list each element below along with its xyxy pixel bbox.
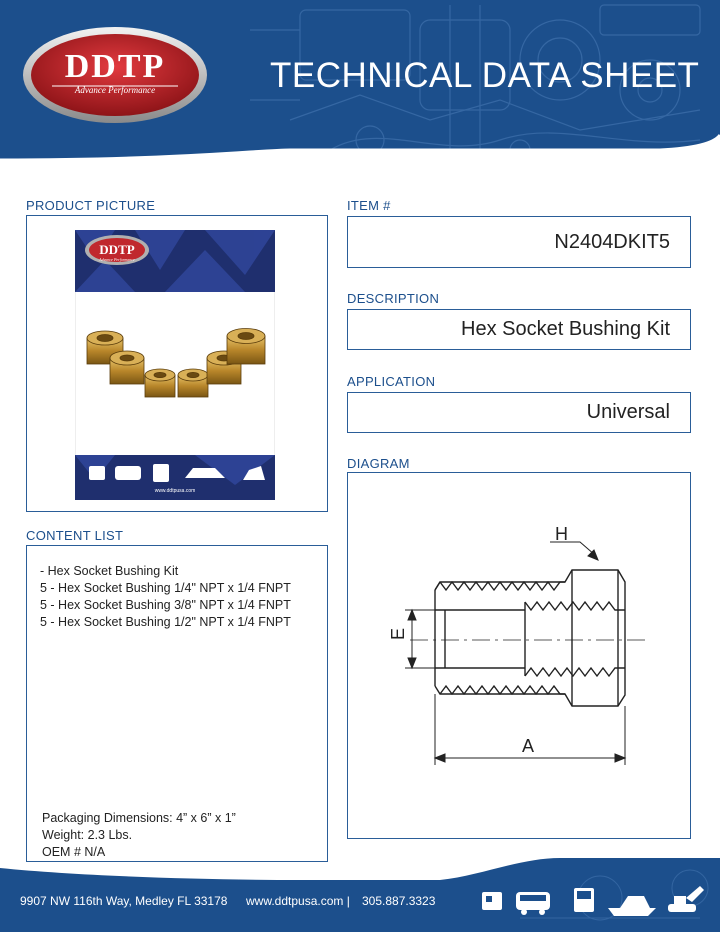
item-number-label: ITEM # bbox=[347, 198, 391, 213]
description-box bbox=[347, 309, 691, 350]
application-box bbox=[347, 392, 691, 433]
page-title: TECHNICAL DATA SHEET bbox=[270, 56, 700, 95]
footer-address: 9907 NW 116th Way, Medley FL 33178 bbox=[20, 894, 228, 908]
content-list-item: 5 - Hex Socket Bushing 1/4" NPT x 1/4 FNPT bbox=[40, 581, 291, 595]
application-label: APPLICATION bbox=[347, 374, 436, 389]
diagram-label-h: H bbox=[555, 524, 568, 544]
oem-number: OEM # N/A bbox=[42, 845, 106, 859]
diagram-label-e: E bbox=[388, 627, 408, 640]
item-number-value: N2404DKIT5 bbox=[554, 230, 670, 253]
footer-phone: 305.887.3323 bbox=[362, 894, 436, 908]
bus-icon bbox=[516, 892, 550, 915]
boat-icon bbox=[608, 896, 656, 916]
footer-banner bbox=[0, 858, 720, 932]
vehicle-icons bbox=[478, 880, 708, 924]
content-list-item: 5 - Hex Socket Bushing 3/8" NPT x 1/4 FNPT bbox=[40, 598, 291, 612]
content-list-label: CONTENT LIST bbox=[26, 528, 124, 543]
logo-tagline: Advance Performance bbox=[74, 85, 156, 95]
content-list bbox=[40, 563, 291, 631]
diagram-label-a: A bbox=[522, 736, 535, 756]
packaging-info bbox=[42, 810, 236, 861]
content-list-item: 5 - Hex Socket Bushing 1/2" NPT x 1/4 FNPT bbox=[40, 615, 291, 629]
product-picture-label: PRODUCT PICTURE bbox=[26, 198, 156, 213]
footer-website[interactable]: www.ddtpusa.com | bbox=[246, 894, 350, 908]
item-number-box bbox=[347, 216, 691, 268]
bag-logo-text: DDTP bbox=[99, 242, 135, 257]
description-value: Hex Socket Bushing Kit bbox=[461, 318, 670, 340]
excavator-icon bbox=[668, 886, 704, 912]
packaging-weight: Weight: 2.3 Lbs. bbox=[42, 828, 133, 842]
bag-url: www.ddtpusa.com bbox=[154, 488, 196, 494]
description-label: DESCRIPTION bbox=[347, 291, 440, 306]
packaging-dimensions: Packaging Dimensions: 4” x 6” x 1” bbox=[42, 811, 236, 825]
content-list-item: - Hex Socket Bushing Kit bbox=[40, 564, 179, 578]
diagram-label: DIAGRAM bbox=[347, 456, 410, 471]
header-banner bbox=[0, 0, 720, 190]
generator-icon bbox=[482, 892, 502, 910]
product-bag-image bbox=[75, 230, 275, 500]
bushing-diagram bbox=[350, 480, 690, 835]
bag-logo-tagline: Advance Performance bbox=[99, 257, 135, 262]
application-value: Universal bbox=[586, 401, 670, 423]
logo-text: DDTP bbox=[64, 48, 166, 85]
truck-icon bbox=[574, 888, 594, 912]
